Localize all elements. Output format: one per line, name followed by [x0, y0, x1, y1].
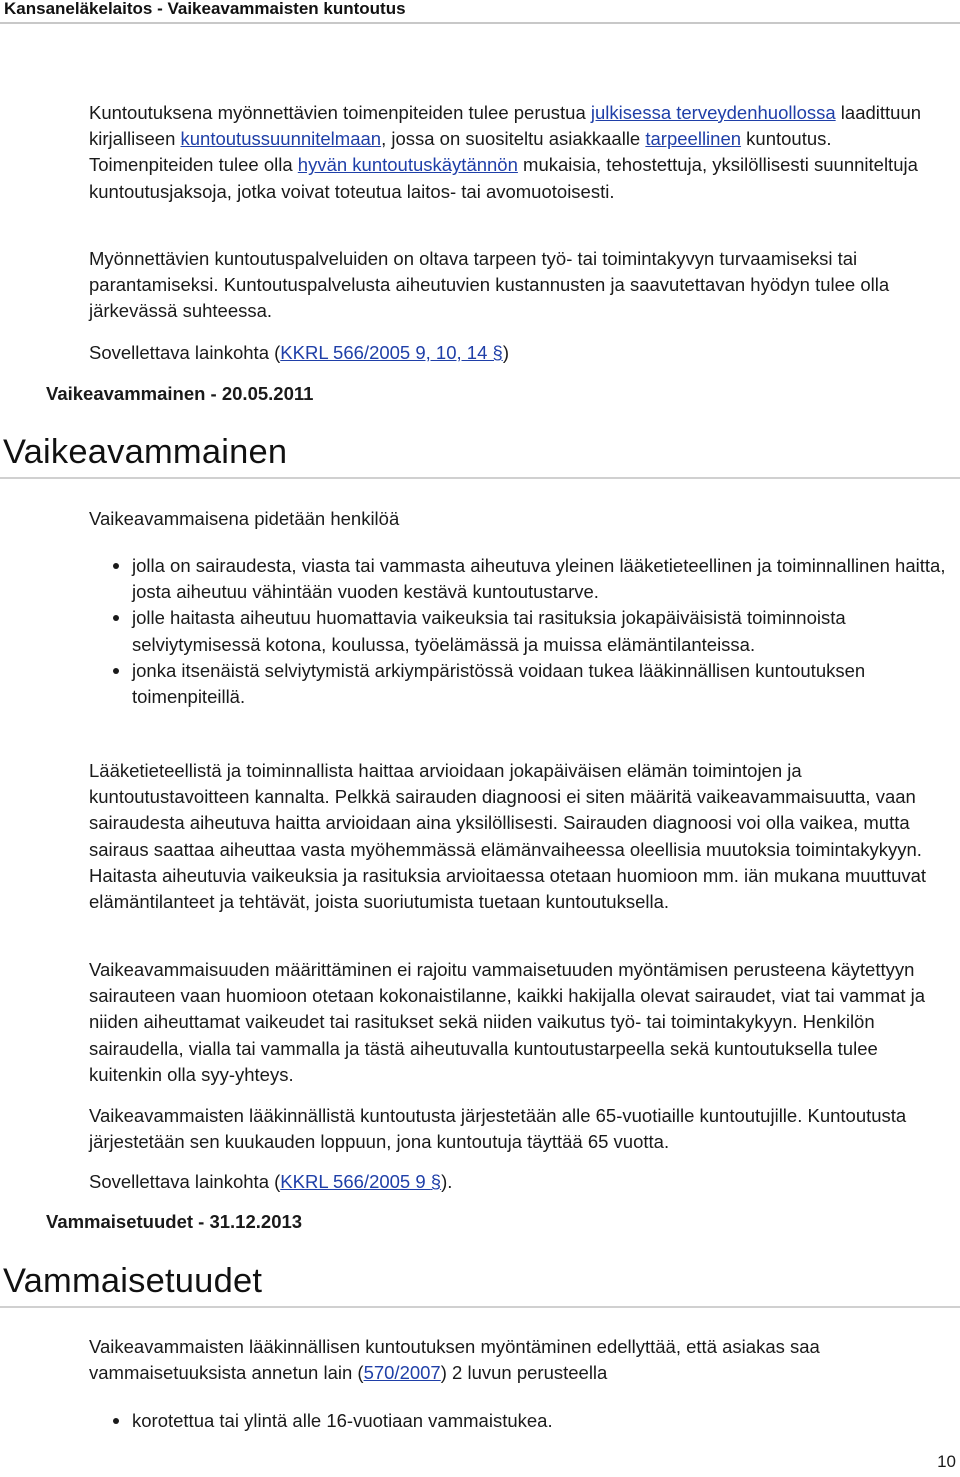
section-divider — [0, 477, 960, 479]
law-link-kkrl-9[interactable]: KKRL 566/2005 9 — [280, 1171, 431, 1192]
list-item: jonka itsenäistä selviytymistä arkiympäristössä voidaan tukea lääkinnällisen kuntoutuksen toimenpiteillä. — [89, 658, 959, 710]
list-item: korotettua tai ylintä alle 16-vuotiaan vammaistukea. — [89, 1408, 959, 1434]
text-run: ) 2 luvun perusteella — [440, 1362, 608, 1384]
text-run: Kuntoutuksena myönnettävien toimenpiteiden tulee perustua — [89, 102, 591, 123]
section1-lead: Vaikeavammaisena pidetään henkilöä — [89, 508, 400, 529]
section1-bullet-list — [89, 553, 959, 710]
text-run: Sovellettava lainkohta ( — [89, 342, 281, 363]
law-link-kkrl-9-10-14[interactable]: KKRL 566/2005 9, 10, 14 — [280, 342, 493, 363]
section-meta-vaikeavammainen: Vaikeavammainen - 20.05.2011 — [46, 383, 314, 404]
section-title-vaikeavammainen: Vaikeavammainen — [3, 433, 288, 471]
section1-paragraph-4: Vaikeavammaisuuden määrittäminen ei rajoitu vammaisetuuden myöntämisen perusteena käytettyyn sairauteen vaan huomioon otetaan kokonaistilanne, kaikki hakijalla olevat sairaudet, viat tai vammat ja niiden aiheuttamat vaikeudet tai rasitukset sekä niiden vaikutus työ- tai toimintakykyyn. Henkilön sairaudella, vialla tai vammalla ja tästä aiheutuvalla kuntoutustarpeella sekä kuntoutuksella tulee kuitenkin olla syy-yhteys. — [89, 959, 926, 1085]
text-run: Vaikeavammaisten lääkinnällisen kuntoutuksen myöntäminen edellyttää, että asiakas saa vammaisetuuksista annetun lain ( — [89, 1336, 820, 1384]
page-number: 10 — [937, 1452, 956, 1471]
header-divider — [0, 22, 960, 24]
link-public-healthcare[interactable]: julkisessa terveydenhuollossa — [590, 102, 836, 123]
text-run: kuntoutus. Toimenpiteiden tulee olla — [89, 128, 832, 176]
law-link-570-2007[interactable]: 570/2007 — [363, 1362, 441, 1384]
link-rehabilitation-plan[interactable]: kuntoutussuunnitelmaan — [180, 128, 382, 150]
text-run: laadittuun kirjalliseen — [89, 102, 922, 150]
section-sign-icon[interactable]: § — [430, 1171, 442, 1192]
section-sign-icon[interactable]: § — [492, 342, 503, 363]
text-run: , jossa on suositeltu asiakkaalle — [381, 128, 646, 150]
section1-law-reference — [89, 1169, 955, 1195]
section1-paragraph-5: Vaikeavammaisten lääkinnällistä kuntoutusta järjestetään alle 65-vuotiaille kuntoutujille. Kuntoutusta järjestetään sen kuukauden loppuun, jona kuntoutuja täyttää 65 vuotta. — [89, 1105, 907, 1153]
link-necessary[interactable]: tarpeellinen — [645, 128, 742, 150]
section1-paragraph-3: Lääketieteellistä ja toiminnallista haittaa arvioidaan jokapäiväisen elämän toimintojen ja kuntoutustavoitteen kannalta. Pelkkä sairauden diagnoosi ei siten määritä vaikeavammaisuutta, vaan sairaudesta aiheutuva haitta arvioidaan aina yksilöllisesti. Sairauden diagnoosi voi olla vaikea, mutta sairaus saattaa aiheuttaa vasta myöhemmässä elämänvaiheessa oleellisia muutoksia toimintakykyyn. Haitasta aiheutuvia vaikeuksia ja rasituksia arvioitaessa otetaan huomioon mm. iän mukana muuttuvat elämäntilanteet ja tehtävät, joista suoriutumista tuetaan kuntoutuksella. — [89, 760, 927, 913]
intro-paragraph-2: Myönnettävien kuntoutuspalveluiden on oltava tarpeen työ- tai toimintakyvyn turvaamiseksi tai parantamiseksi. Kuntoutuspalvelusta aiheutuvien kustannusten ja saavutettavan hyödyn tulee olla järkevässä suhteessa. — [89, 248, 890, 322]
section-title-vammaisetuudet: Vammaisetuudet — [3, 1262, 263, 1300]
list-item: jolla on sairaudesta, viasta tai vammasta aiheutuva yleinen lääketieteellinen ja toiminnallinen haitta, josta aiheutuu vähintään vuoden kestävä kuntoutustarve. — [89, 553, 959, 605]
list-item: jolle haitasta aiheutuu huomattavia vaikeuksia tai rasituksia jokapäiväisistä toiminnoista selviytymisessä kotona, koulussa, työelämässä ja muissa elämäntilanteissa. — [89, 605, 959, 657]
section-divider — [0, 1306, 960, 1308]
text-run: Sovellettava lainkohta ( — [89, 1171, 281, 1192]
text-run: mukaisia, tehostettuja, yksilöllisesti suunniteltuja kuntoutusjaksoja, jotka voivat toteutua laitos- tai avomuotoisesti. — [89, 154, 918, 202]
intro-paragraph-1 — [89, 100, 955, 205]
text-run: ). — [441, 1171, 453, 1192]
link-good-practice[interactable]: hyvän kuntoutuskäytännön — [297, 154, 518, 176]
document-header: Kansaneläkelaitos - Vaikeavammaisten kuntoutus — [4, 0, 406, 18]
section2-bullet-list — [89, 1408, 959, 1434]
text-run: ) — [502, 342, 509, 363]
section-meta-vammaisetuudet: Vammaisetuudet - 31.12.2013 — [46, 1211, 303, 1232]
section2-paragraph-1 — [89, 1334, 955, 1386]
intro-law-reference — [89, 340, 955, 366]
